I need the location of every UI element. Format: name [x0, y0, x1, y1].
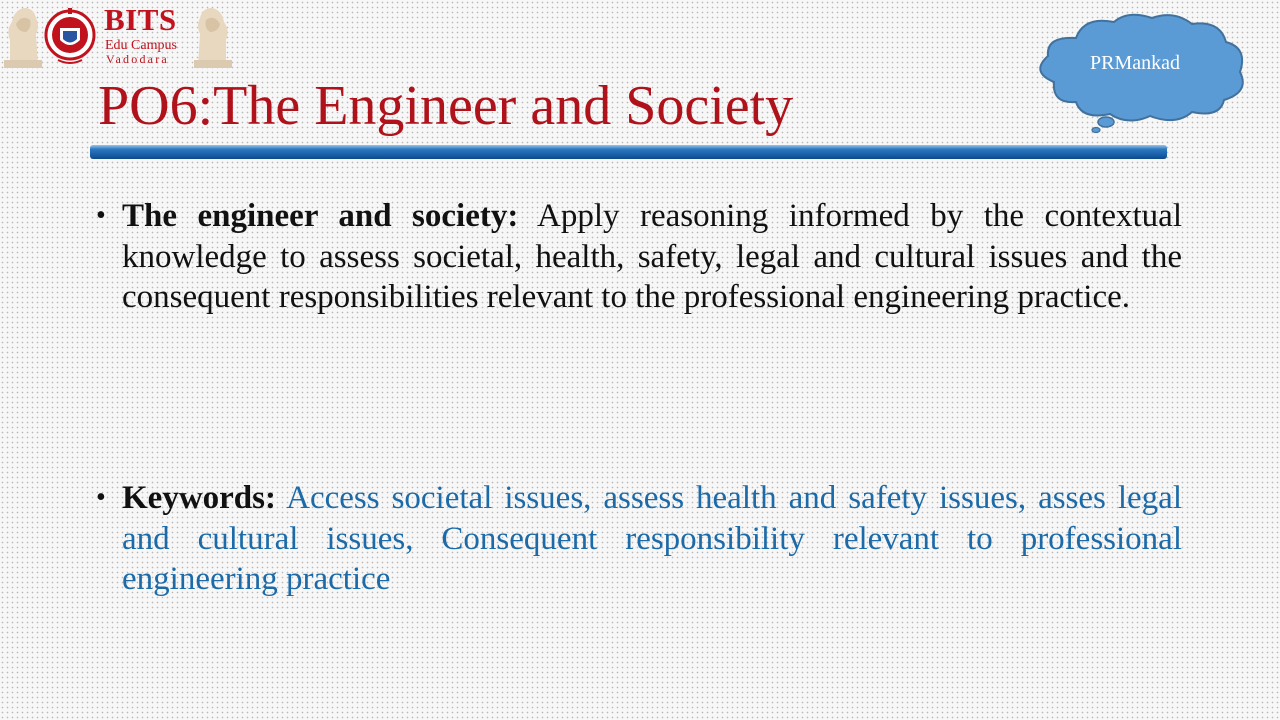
logo-subtitle: Edu Campus — [105, 38, 177, 53]
logo-name: BITS — [104, 2, 177, 37]
bits-logo — [0, 0, 236, 70]
slide-title: PO6:The Engineer and Society — [98, 75, 794, 137]
bullet-lead: The engineer and society: — [122, 198, 519, 234]
author-label: PRMankad — [1090, 52, 1180, 74]
crest-emblem-icon — [44, 4, 96, 66]
bullet-keywords — [122, 478, 1182, 600]
author-cloud-callout — [1024, 10, 1254, 134]
bullet-text: Access societal issues, assess health and safety issues, asses legal and cultural issues, Consequent responsibility relevant to professional engineering practice — [122, 480, 1182, 597]
bullet-text: Apply reasoning informed by the contextual knowledge to assess societal, health, safety, legal and cultural issues and the consequent responsibilities relevant to the professional engineering practice. — [122, 198, 1182, 315]
logo-city: Vadodara — [106, 52, 169, 66]
bullet-lead: Keywords: — [122, 480, 276, 516]
lion-statue-icon — [0, 0, 46, 68]
lion-statue-icon — [190, 0, 236, 68]
title-underline-bar — [90, 145, 1167, 159]
bullet-engineer-and-society — [122, 196, 1182, 318]
